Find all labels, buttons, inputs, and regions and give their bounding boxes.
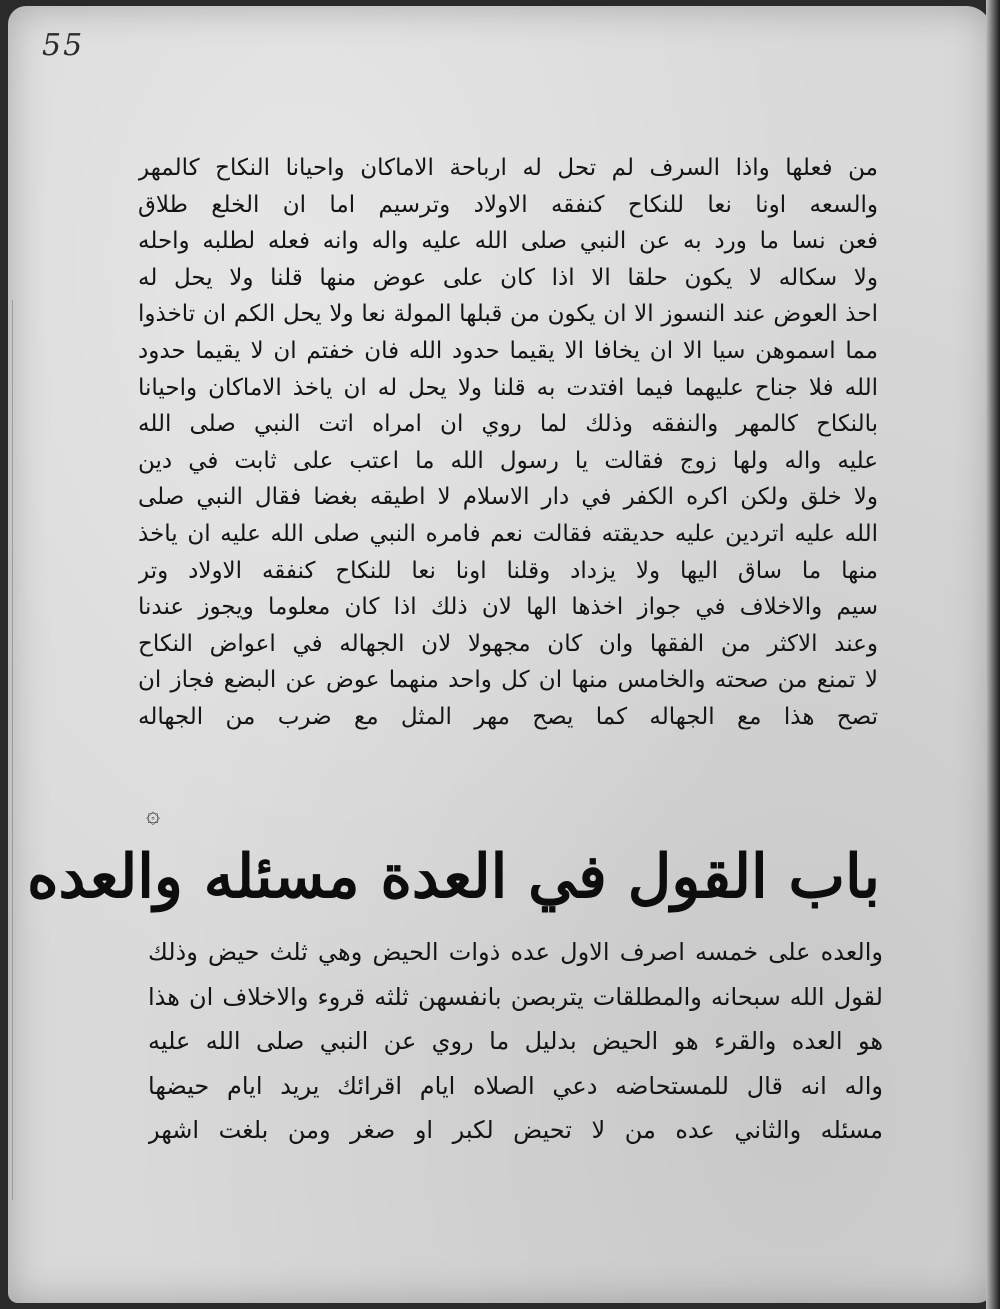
- text-line: لقول الله سبحانه والمطلقات يتربصن بانفسهن ثلثه قروء والاخلاف ان هذا: [148, 982, 883, 1011]
- text-line: الله عليه اتردين عليه حديقته فقالت نعم فامره النبي صلى الله عليه ان ياخذ: [138, 520, 878, 547]
- text-line: هو العده والقرء هو الحيض بدليل ما روي عن النبي صلى الله عليه: [148, 1027, 883, 1055]
- text-line: ولا خلق ولكن اكره الكفر في دار الاسلام لا اطيقه بغضا فقال النبي صلى: [138, 484, 878, 511]
- text-line: عليه واله ولها زوج فقالت يا رسول الله ما اعتب على ثابت في دين: [138, 447, 878, 474]
- folio-number: 55: [42, 28, 85, 63]
- ornament-mark: ۞: [146, 800, 161, 828]
- page-edge-shadow: [986, 0, 1000, 1309]
- text-line: احذ العوض عند النسوز الا ان يكون من قبلها المولة نعا ولا يحل الكم ان تاخذوا: [138, 301, 878, 328]
- text-line: ولا سكاله لا يكون حلقا الا اذا كان على عوض منها قلنا ولا يحل له: [138, 264, 878, 291]
- text-line: واله انه قال للمستحاضه دعي الصلاه ايام اقرائك يريد ايام حيضها: [148, 1071, 883, 1100]
- body-text-lower: [148, 930, 883, 1153]
- text-line: مسئله والثاني عده من لا تحيض لكبر او صغر ومن بلغت اشهر: [148, 1116, 883, 1144]
- text-line: والسعه اونا نعا للنكاح كنفقه الاولاد وترسيم اما ان الخلع طلاق: [138, 191, 878, 218]
- text-line: مما اسموهن سيا الا ان يخافا الا يقيما حدود الله فان خفتم ان لا يقيما حدود: [138, 337, 878, 364]
- text-line: الله فلا جناح عليهما فيما افتدت به قلنا ولا يحل له ان ياخذ الاماكان واحيانا: [138, 374, 878, 401]
- text-line: بالنكاح كالمهر والنفقه وذلك لما روي ان امراه اتت النبي صلى الله: [138, 411, 878, 438]
- text-line: والعده على خمسه اصرف الاول عده ذوات الحيض وهي ثلث حيض وذلك: [148, 938, 883, 966]
- text-line: وعند الاكثر من الفقها وان كان مجهولا لان الجهاله في اعواض النكاح: [138, 630, 878, 657]
- text-line: من فعلها واذا السرف لم تحل له ارباحة الاماكان واحيانا النكاح كالمهر: [138, 155, 878, 181]
- text-line: فعن نسا ما ورد به عن النبي صلى الله عليه واله وانه فعله لطلبه واحله: [138, 228, 878, 255]
- text-line: منها ما ساق اليها ولا يزداد وقلنا اونا نعا للنكاح كنفقه الاولاد وتر: [138, 557, 878, 584]
- text-line: لا تمنع من صحته والخامس منها ان كل واحد منهما عوض عن البضع فجاز ان: [138, 667, 878, 694]
- left-margin-rule: [12, 300, 27, 1200]
- text-line: سيم والاخلاف في جواز اخذها الها لان ذلك اذا كان معلوما ويجوز عندنا: [138, 594, 878, 621]
- text-line: تصح هذا مع الجهاله كما يصح مهر المثل مع ضرب من الجهاله: [138, 703, 878, 730]
- body-text-upper: [138, 150, 878, 736]
- section-heading: باب القول في العدة مسئله والعده: [27, 842, 880, 912]
